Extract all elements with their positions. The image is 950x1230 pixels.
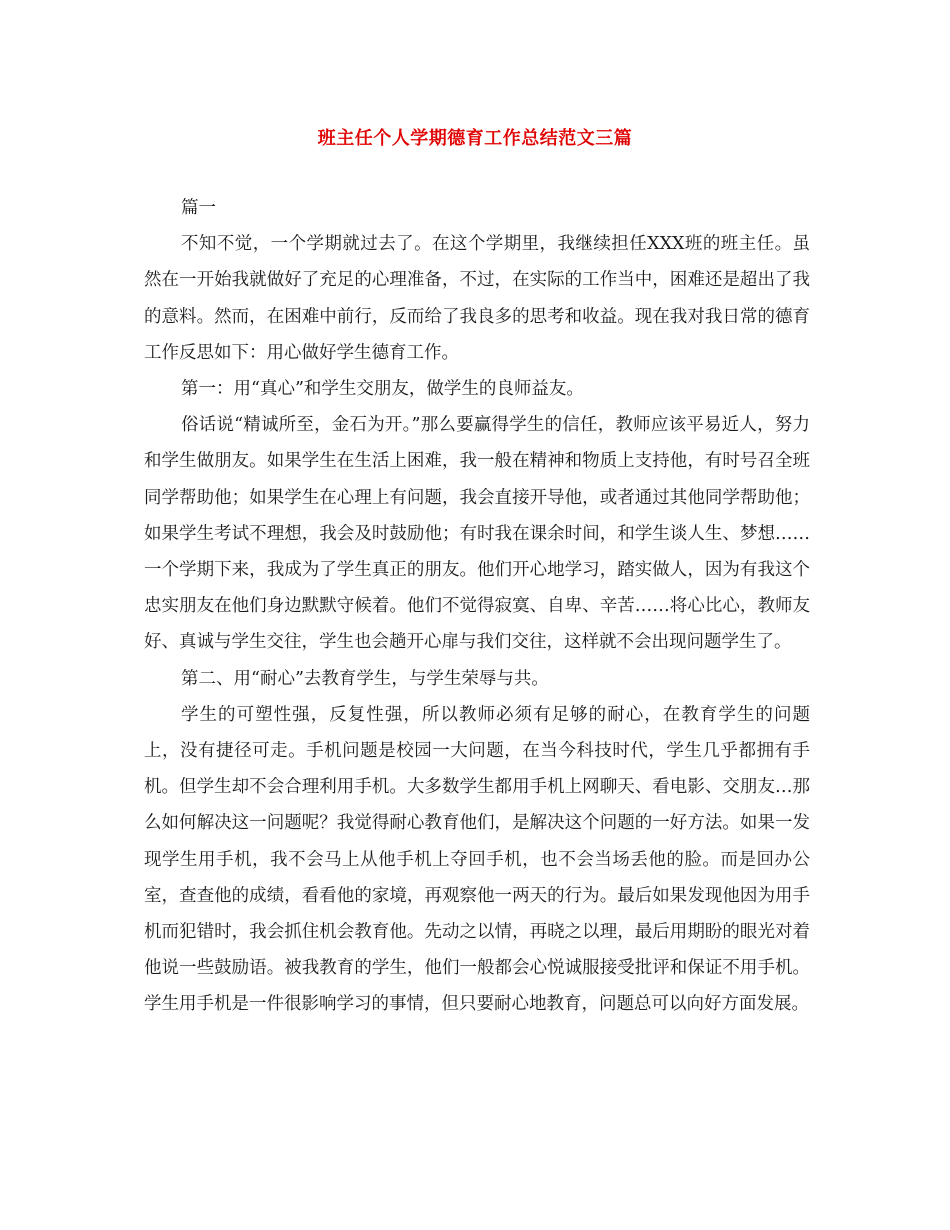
point-one-paragraph: 俗话说“精诚所至，金石为开。”那么要赢得学生的信任，教师应该平易近人，努力和学生做朋友。如果学生在生活上困难，我一般在精神和物质上支持他，有时号召全班同学帮助他；如果学生在心理上有问题，我会直接开导他，或者通过其他同学帮助他；如果学生考试不理想，我会及时鼓励他；有时我在课余时间，和学生谈人生、梦想……一个学期下来，我成为了学生真正的朋友。他们开心地学习，踏实做人，因为有我这个忠实朋友在他们身边默默守候着。他们不觉得寂寞、自卑、辛苦……将心比心，教师友好、真诚与学生交往，学生也会趟开心扉与我们交往，这样就不会出现问题学生了。: [144, 415, 810, 653]
point-two-paragraph: 学生的可塑性强，反复性强，所以教师必须有足够的耐心，在教育学生的问题上，没有捷径可走。手机问题是校园一大问题，在当今科技时代，学生几乎都拥有手机。但学生却不会合理利用手机。大多数学生都用手机上网聊天、看电影、交朋友…那么如何解决这一问题呢？我觉得耐心教育他们，是解决这个问题的一好方法。如果一发现学生用手机，我不会马上从他手机上夺回手机，也不会当场丢他的脸。而是回办公室，查查他的成绩，看看他的家境，再观察他一两天的行为。最后如果发现他因为用手机而犯错时，我会抓住机会教育他。先动之以情，再晓之以理，最后用期盼的眼光对着他说一些鼓励语。被我教育的学生，他们一般都会心悦诚服接受批评和保证不用手机。学生用手机是一件很影响学习的事情，但只要耐心地教育，问题总可以向好方面发展。: [144, 704, 810, 1015]
point-two-heading: 第二、用“耐心”去教育学生，与学生荣辱与共。: [181, 668, 549, 689]
section-heading-pian-yi: 篇一: [181, 198, 216, 218]
document-body: [144, 190, 810, 1023]
intro-paragraph: 不知不觉，一个学期就过去了。在这个学期里，我继续担任XXX班的班主任。虽然在一开始我就做好了充足的心理准备，不过，在实际的工作当中，困难还是超出了我的意料。然而，在困难中前行，反而给了我良多的思考和收益。现在我对我日常的德育工作反思如下：用心做好学生德育工作。: [144, 234, 810, 363]
document-title: 班主任个人学期德育工作总结范文三篇: [317, 128, 633, 149]
point-one-heading: 第一：用“真心”和学生交朋友，做学生的良师益友。: [181, 379, 584, 400]
